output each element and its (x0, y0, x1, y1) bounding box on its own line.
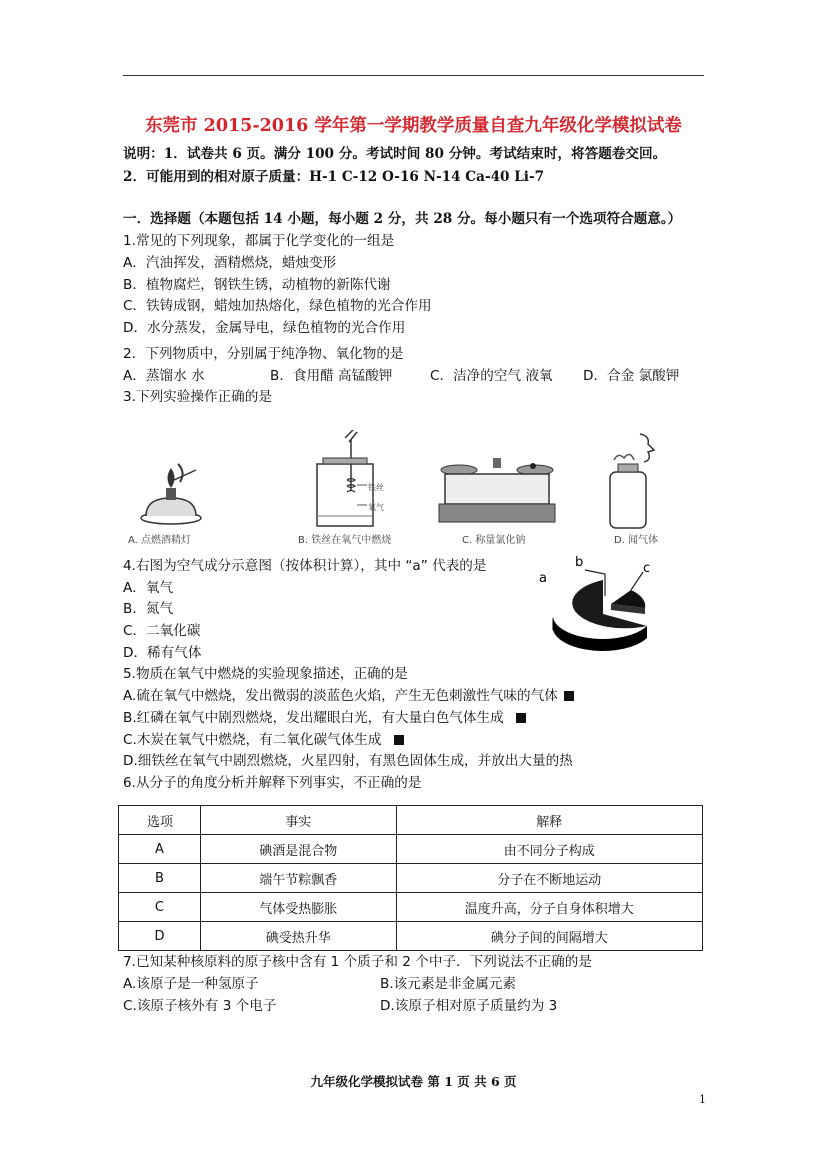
balance-scale-illustration (437, 452, 557, 530)
table-cell: A (119, 835, 201, 864)
q4-stem: 4.右图为空气成分示意图（按体积计算），其中 “a” 代表的是 (123, 558, 487, 574)
table-row (119, 893, 703, 922)
table-row (119, 835, 703, 864)
q3-label-oxygen: 氧气 (368, 503, 384, 512)
table-cell: 碘酒是混合物 (200, 835, 396, 864)
square-marker-icon (516, 713, 526, 723)
table-cell: B (119, 864, 201, 893)
q1-option-c: C．铁铸成钢，蜡烛加热熔化，绿色植物的光合作用 (123, 298, 432, 314)
q5-option-b-text: B.红磷在氧气中剧烈燃烧，发出耀眼白光，有大量白色气体生成 (123, 710, 504, 726)
q3-stem: 3.下列实验操作正确的是 (123, 389, 272, 405)
q7-option-b: B.该元素是非金属元素 (380, 976, 516, 992)
q3-label-wire: 铁丝 (368, 483, 384, 492)
q5-option-c-text: C.木炭在氧气中燃烧，有二氧化碳气体生成 (123, 732, 382, 748)
page-footer: 九年级化学模拟试卷 第 1 页 共 6 页 (310, 1074, 517, 1089)
q5-option-a (123, 686, 574, 706)
q1-option-a: A．汽油挥发，酒精燃烧，蜡烛变形 (123, 255, 337, 271)
page-number: 1 (699, 1093, 706, 1106)
pie-label-c: c (643, 561, 651, 576)
instructions-line-1: 说明：1．试卷共 6 页。满分 100 分。考试时间 80 分钟。考试结束时，将答题卷交回。 (123, 146, 667, 162)
q7-stem: 7.已知某种核原料的原子核中含有 1 个质子和 2 个中子．下列说法不正确的是 (123, 954, 592, 970)
q2-option-a: A．蒸馏水 水 (123, 368, 205, 384)
smell-gas-bottle-illustration (600, 430, 680, 530)
table-row (119, 922, 703, 951)
table-cell: D (119, 922, 201, 951)
square-marker-icon (394, 735, 404, 745)
pie-label-b: b (575, 556, 584, 570)
table-header-explanation: 解释 (396, 806, 702, 835)
table-header-row (119, 806, 703, 835)
instructions-line-2: 2．可能用到的相对原子质量：H-1 C-12 O-16 N-14 Ca-40 Li-7 (123, 169, 545, 185)
q6-table (118, 805, 703, 951)
page-title: 东莞市 2015-2016 学年第一学期教学质量自查九年级化学模拟试卷 (145, 116, 682, 136)
q1-stem: 1.常见的下列现象，都属于化学变化的一组是 (123, 233, 395, 249)
q5-option-a-text: A.硫在氧气中燃烧，发出微弱的淡蓝色火焰，产生无色刺激性气味的气体 (123, 688, 558, 704)
table-header-option: 选项 (119, 806, 201, 835)
q5-option-c (123, 730, 404, 750)
q7-option-c: C.该原子核外有 3 个电子 (123, 998, 277, 1014)
q6-stem: 6.从分子的角度分析并解释下列事实，不正确的是 (123, 775, 422, 791)
table-cell: 分子在不断地运动 (396, 864, 702, 893)
q4-option-b: B．氮气 (123, 601, 174, 617)
table-cell: C (119, 893, 201, 922)
table-cell: 端午节粽飘香 (200, 864, 396, 893)
q3-caption-c: C. 称量氯化钠 (462, 535, 526, 546)
q5-option-b (123, 708, 526, 728)
q2-option-b: B．食用醋 高锰酸钾 (270, 368, 393, 384)
air-composition-pie (535, 556, 675, 668)
alcohol-lamp-illustration (126, 450, 216, 530)
table-cell: 碘受热升华 (200, 922, 396, 951)
q2-option-d: D．合金 氯酸钾 (583, 368, 680, 384)
table-row (119, 864, 703, 893)
table-cell: 温度升高，分子自身体积增大 (396, 893, 702, 922)
q3-caption-d: D. 闻气体 (614, 535, 659, 546)
q1-option-d: D．水分蒸发，金属导电，绿色植物的光合作用 (123, 320, 406, 336)
q5-stem: 5.物质在氧气中燃烧的实验现象描述，正确的是 (123, 666, 408, 682)
section-heading: 一．选择题（本题包括 14 小题，每小题 2 分，共 28 分。每小题只有一个选项符合题意。） (123, 211, 682, 227)
table-cell: 碘分子间的间隔增大 (396, 922, 702, 951)
q4-option-c: C．二氧化碳 (123, 623, 201, 639)
header-rule (123, 75, 704, 76)
q4-option-a: A．氧气 (123, 580, 174, 596)
q3-caption-a: A. 点燃酒精灯 (128, 535, 192, 546)
square-marker-icon (564, 691, 574, 701)
q5-option-d: D.细铁丝在氧气中剧烈燃烧，火星四射，有黑色固体生成，并放出大量的热 (123, 753, 573, 769)
q7-option-a: A.该原子是一种氢原子 (123, 976, 259, 992)
iron-wire-bottle-illustration (305, 430, 395, 530)
q1-option-b: B．植物腐烂，钢铁生锈，动植物的新陈代谢 (123, 277, 391, 293)
q7-option-d: D.该原子相对原子质量约为 3 (380, 998, 558, 1014)
q4-option-d: D．稀有气体 (123, 645, 202, 661)
table-cell: 气体受热膨胀 (200, 893, 396, 922)
q2-option-c: C．洁净的空气 液氧 (430, 368, 553, 384)
table-cell: 由不同分子构成 (396, 835, 702, 864)
q3-caption-b: B. 铁丝在氧气中燃烧 (298, 535, 392, 546)
table-header-fact: 事实 (200, 806, 396, 835)
pie-label-a: a (539, 571, 547, 586)
q2-stem: 2．下列物质中，分别属于纯净物、氧化物的是 (123, 346, 404, 362)
